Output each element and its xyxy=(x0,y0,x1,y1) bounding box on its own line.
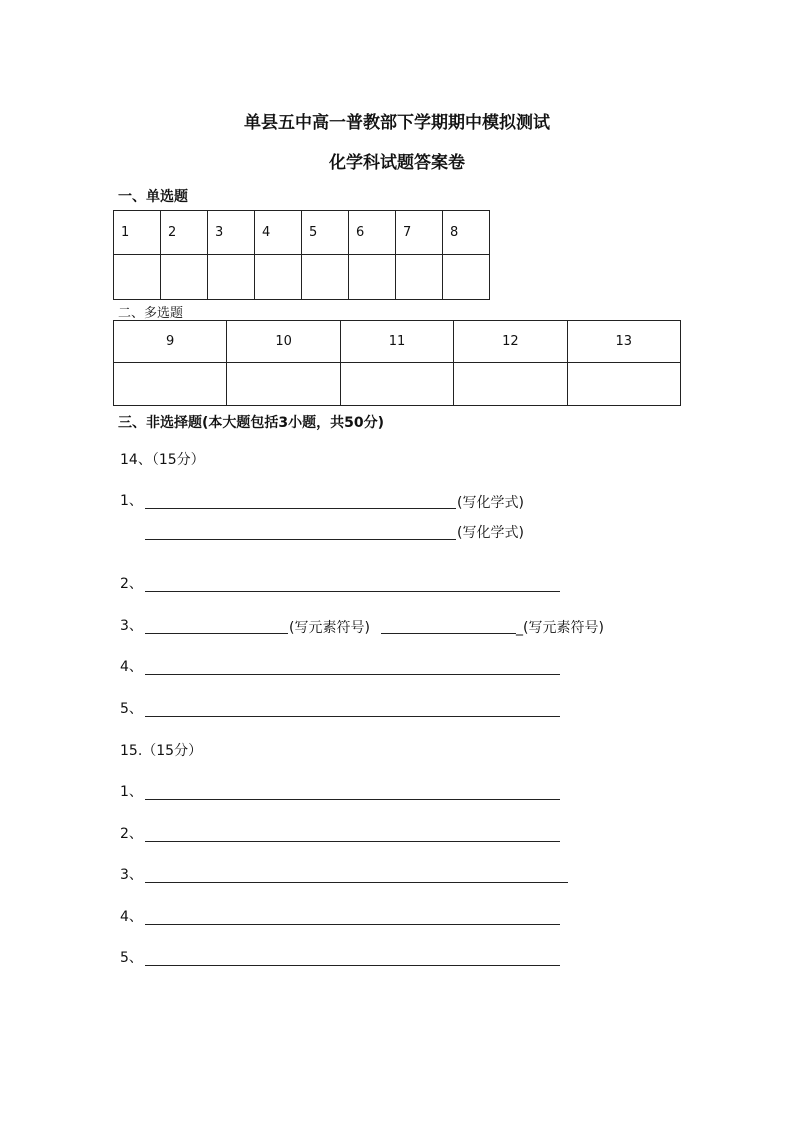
element-symbol-hint: _(写元素符号) xyxy=(516,620,604,636)
page-subtitle: 化学科试题答案卷 xyxy=(329,153,465,173)
question-number-cell: 9 xyxy=(114,321,227,363)
answer-line[interactable] xyxy=(145,882,568,883)
q15-item-1-number: 1、 xyxy=(120,784,143,800)
answer-cell[interactable] xyxy=(454,363,567,406)
answer-line[interactable] xyxy=(145,924,560,925)
question-number-cell: 4 xyxy=(255,211,302,255)
answer-line[interactable] xyxy=(145,539,456,540)
answer-line[interactable] xyxy=(145,799,560,800)
q15-item-4-number: 4、 xyxy=(120,909,143,925)
answer-cell[interactable] xyxy=(567,363,680,406)
question-number-cell: 10 xyxy=(227,321,340,363)
answer-cell[interactable] xyxy=(208,255,255,300)
element-symbol-hint: (写元素符号) xyxy=(289,620,370,636)
section-heading-single-choice: 一、单选题 xyxy=(118,189,188,205)
answer-cell[interactable] xyxy=(255,255,302,300)
answer-line[interactable] xyxy=(145,716,560,717)
single-choice-answer-table xyxy=(113,210,490,300)
question-number-cell: 13 xyxy=(567,321,680,363)
table-row xyxy=(114,363,681,406)
formula-hint: (写化学式) xyxy=(457,495,524,511)
q14-item-5-number: 5、 xyxy=(120,701,143,717)
table-row xyxy=(114,211,490,255)
question-number-cell: 6 xyxy=(349,211,396,255)
answer-line[interactable] xyxy=(381,633,516,634)
answer-line[interactable] xyxy=(145,841,560,842)
question-number-cell: 1 xyxy=(114,211,161,255)
table-row xyxy=(114,255,490,300)
q14-item-1-number: 1、 xyxy=(120,493,143,509)
section-heading-non-choice: 三、非选择题(本大题包括3小题，共50分) xyxy=(118,415,385,431)
answer-line[interactable] xyxy=(145,508,456,509)
answer-cell[interactable] xyxy=(227,363,340,406)
page-title: 单县五中高一普教部下学期期中模拟测试 xyxy=(244,113,550,133)
answer-line[interactable] xyxy=(145,674,560,675)
q14-item-4-number: 4、 xyxy=(120,659,143,675)
answer-cell[interactable] xyxy=(114,363,227,406)
answer-line[interactable] xyxy=(145,591,560,592)
answer-cell[interactable] xyxy=(302,255,349,300)
question-number-cell: 3 xyxy=(208,211,255,255)
q15-item-3-number: 3、 xyxy=(120,867,143,883)
section-heading-multi-choice: 二、多选题 xyxy=(118,306,184,321)
formula-hint: (写化学式) xyxy=(457,525,524,541)
question-number-cell: 8 xyxy=(443,211,490,255)
question-14-label: 14、（15分） xyxy=(120,452,205,468)
question-number-cell: 7 xyxy=(396,211,443,255)
q15-item-2-number: 2、 xyxy=(120,826,143,842)
question-number-cell: 11 xyxy=(340,321,453,363)
answer-line[interactable] xyxy=(145,633,288,634)
answer-cell[interactable] xyxy=(443,255,490,300)
answer-line[interactable] xyxy=(145,965,560,966)
q15-item-5-number: 5、 xyxy=(120,950,143,966)
q14-item-2-number: 2、 xyxy=(120,576,143,592)
question-number-cell: 2 xyxy=(161,211,208,255)
question-15-label: 15.（15分） xyxy=(120,743,203,759)
question-number-cell: 12 xyxy=(454,321,567,363)
multi-choice-answer-table xyxy=(113,320,681,406)
answer-cell[interactable] xyxy=(349,255,396,300)
answer-cell[interactable] xyxy=(396,255,443,300)
table-row xyxy=(114,321,681,363)
answer-cell[interactable] xyxy=(114,255,161,300)
answer-cell[interactable] xyxy=(161,255,208,300)
q14-item-3-number: 3、 xyxy=(120,618,143,634)
answer-cell[interactable] xyxy=(340,363,453,406)
question-number-cell: 5 xyxy=(302,211,349,255)
